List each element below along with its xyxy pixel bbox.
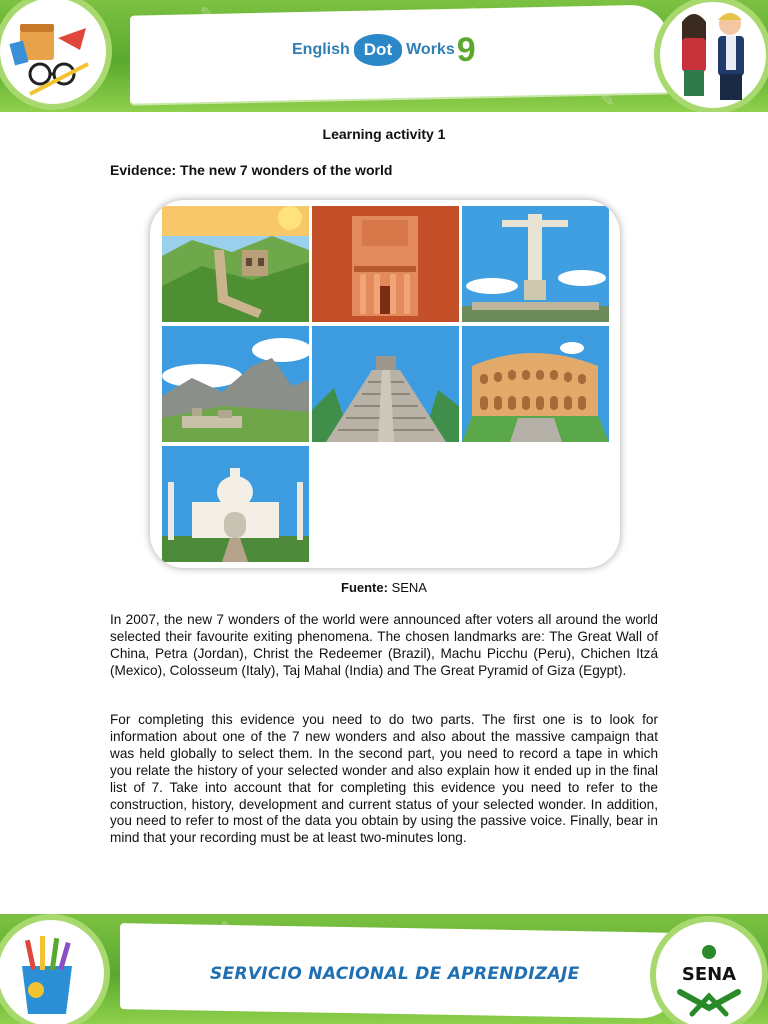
wonders-gallery	[150, 200, 620, 568]
intro-paragraph: In 2007, the new 7 wonders of the world were announced after voters all around the world selected their favourite exiting phenomena. The chosen landmarks are: The Great Wall of China, Petra (Jordan), Christ the Redeemer (Brazil), Machu Picchu (Peru), Chichen Itzá (Mexico), Colosseum (Italy), Taj Mahal (India) and The Great Pyramid of Giza (Egypt).	[110, 612, 658, 678]
stationery-illustration	[0, 0, 112, 110]
source-label: Fuente:	[341, 580, 388, 595]
colosseum-icon	[462, 326, 609, 442]
english-dot-works-logo	[292, 31, 476, 69]
source-value: SENA	[391, 580, 427, 595]
logo-word-dot: Dot	[354, 34, 402, 66]
taj-mahal-icon	[162, 446, 309, 562]
logo-word-english: English	[292, 41, 350, 58]
sena-logo	[650, 916, 768, 1024]
sena-logo-text: SENA	[681, 964, 737, 985]
header-band: ✎ English Dot Works 9	[0, 0, 768, 112]
image-source	[0, 580, 768, 595]
logo-word-works: Works	[406, 41, 455, 58]
page-title: Learning activity 1	[322, 126, 446, 142]
instructions-paragraph: For completing this evidence you need to do two parts. The first one is to look for information about one of the 7 new wonders and also about the massive campaign that was held globally to select them. In the second part, you need to record a tape in which you relate the history of your selected wonder and also explain how it ended up in the final list of 7. Take into account that for completing this evidence you need to refer to the construction, history, development and current status of your selected wonder. In addition, you need to refer to most of the data you obtain by using the passive voice. Finally, bear in mind that your recording must be at least two-minutes long.	[110, 712, 658, 846]
petra-icon	[312, 206, 459, 322]
chichen-itza-icon	[312, 326, 459, 442]
great-wall-icon	[162, 206, 309, 322]
machu-picchu-icon	[162, 326, 309, 442]
evidence-title: Evidence: The new 7 wonders of the world	[110, 162, 393, 178]
logo-number: 9	[456, 31, 476, 69]
institution-name: SERVICIO NACIONAL DE APRENDIZAJE	[210, 964, 580, 984]
students-illustration	[654, 0, 768, 112]
christ-redeemer-icon	[462, 206, 609, 322]
pencil-cup-illustration	[0, 914, 110, 1024]
